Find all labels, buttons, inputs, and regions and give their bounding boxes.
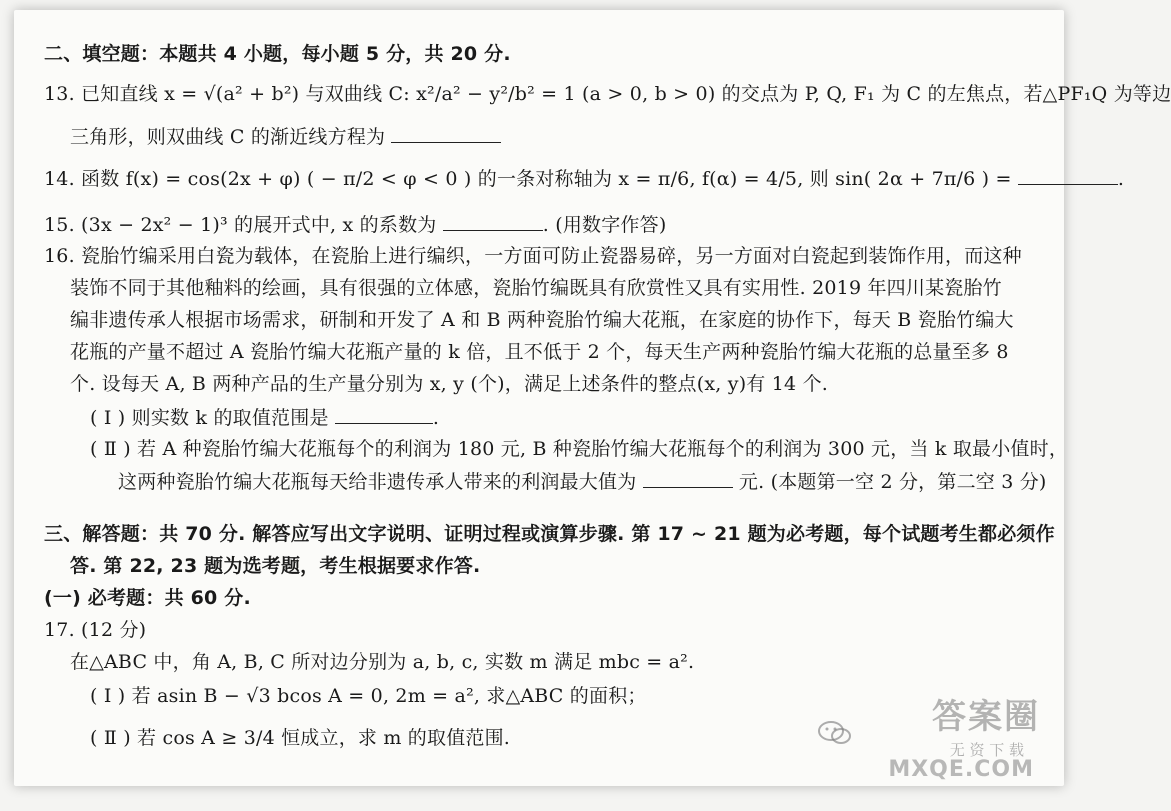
q16-part2-line2 <box>118 467 1047 496</box>
q13-text: 三角形，则双曲线 C 的渐近线方程为 <box>70 126 386 148</box>
watermark-sub: 无 资 下 载 <box>949 741 1024 759</box>
q16-part1 <box>90 403 439 432</box>
watermark-url: MXQE.COM <box>888 757 1034 782</box>
q15-line <box>44 210 666 239</box>
q16-line2: 装饰不同于其他釉料的绘画，具有很强的立体感，瓷胎竹编既具有欣赏性又具有实用性. 2019 年四川某瓷胎竹 <box>70 277 1002 299</box>
q16-part2-blank <box>643 467 733 488</box>
section3-sub: (一) 必考题：共 60 分. <box>44 587 251 609</box>
q13-line2 <box>70 122 501 151</box>
q16-part1-period: . <box>432 407 440 429</box>
q17-part2: ( Ⅱ ) 若 cos A ≥ 3/4 恒成立，求 m 的取值范围. <box>90 727 511 749</box>
q15-text: 15. (3x − 2x² − 1)³ 的展开式中, x 的系数为 <box>44 214 437 236</box>
q14-answer-blank <box>1018 164 1118 185</box>
q16-line5: 个. 设每天 A, B 两种产品的生产量分别为 x, y (个)，满足上述条件的整点(x, y)有 14 个. <box>70 373 829 395</box>
q16-part1-text: ( Ⅰ ) 则实数 k 的取值范围是 <box>90 407 329 429</box>
section2-heading: 二、填空题：本题共 4 小题，每小题 5 分，共 20 分. <box>44 43 511 65</box>
q16-line1: 16. 瓷胎竹编采用白瓷为载体，在瓷胎上进行编织，一方面可防止瓷器易碎，另一方面对白瓷起到装饰作用，而这种 <box>44 245 1022 267</box>
q16-part2-text: 这两种瓷胎竹编大花瓶每天给非遗传承人带来的利润最大值为 <box>118 471 637 493</box>
q16-line4: 花瓶的产量不超过 A 瓷胎竹编大花瓶产量的 k 倍，且不低于 2 个，每天生产两种瓷胎竹编大花瓶的总量至多 8 <box>70 341 1009 363</box>
q14-line <box>44 164 1124 193</box>
wechat-icon <box>818 720 852 746</box>
section3-line2: 答. 第 22, 23 题为选考题，考生根据要求作答. <box>70 555 481 577</box>
q13-line1: 13. 已知直线 x = √(a² + b²) 与双曲线 C: x²/a² − y²/b² = 1 (a > 0, b > 0) 的交点为 P, Q, F₁ 为 C 的左焦点，若△PF₁Q 为等边 <box>44 83 1171 105</box>
q15-note: . (用数字作答) <box>542 214 667 236</box>
exam-page <box>14 10 1171 786</box>
q16-part1-blank <box>335 403 433 424</box>
section3-line1: 三、解答题：共 70 分. 解答应写出文字说明、证明过程或演算步骤. 第 17 ~ 21 题为必考题，每个试题考生都必须作 <box>44 523 1055 545</box>
q16-part2-note: 元. (本题第一空 2 分，第二空 3 分) <box>738 471 1047 493</box>
q13-answer-blank <box>391 122 501 143</box>
q16-line3: 编非遗传承人根据市场需求，研制和开发了 A 和 B 两种瓷胎竹编大花瓶，在家庭的协作下，每天 B 瓷胎竹编大 <box>70 309 1014 331</box>
q17-part1: ( Ⅰ ) 若 asin B − √3 bcos A = 0, 2m = a², 求△ABC 的面积； <box>90 685 647 707</box>
q17-stem: 在△ABC 中，角 A, B, C 所对边分别为 a, b, c, 实数 m 满足 mbc = a². <box>70 651 695 673</box>
q17-number: 17. (12 分) <box>44 619 147 641</box>
q16-part2-line1: ( Ⅱ ) 若 A 种瓷胎竹编大花瓶每个的利润为 180 元, B 种瓷胎竹编大花瓶每个的利润为 300 元，当 k 取最小值时， <box>90 438 1069 460</box>
q14-period: . <box>1117 168 1125 190</box>
watermark-brand: 答案圈 <box>932 697 1040 737</box>
q14-text: 14. 函数 f(x) = cos(2x + φ) ( − π/2 < φ < 0 ) 的一条对称轴为 x = π/6, f(α) = 4/5, 则 sin( 2α + 7π/6 ) = <box>44 168 1012 190</box>
q15-answer-blank <box>443 210 543 231</box>
